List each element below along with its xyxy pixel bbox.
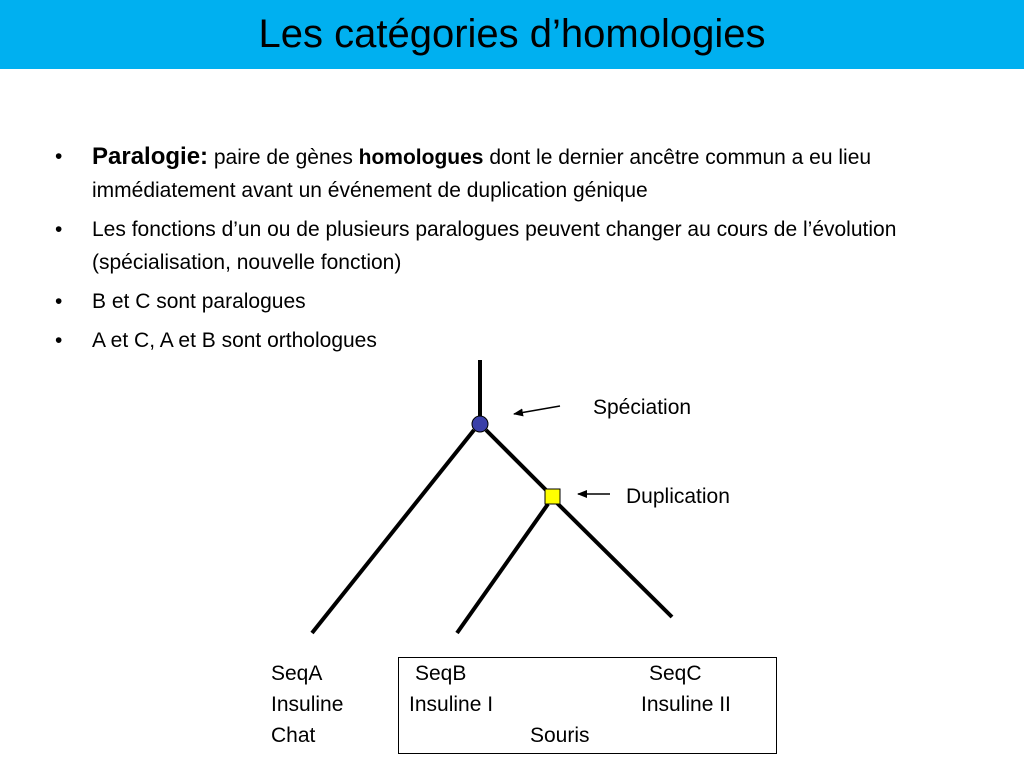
branch-to-seqb (457, 504, 548, 633)
bullet-text-part2: dont le dernier ancêtre commun a eu lieu immédiatement avant un événement de duplication génique (92, 146, 872, 202)
seqa-gene: Insuline (271, 693, 344, 716)
duplication-node (545, 489, 560, 504)
bullet-text-part1: paire de gènes (208, 146, 359, 169)
branch-to-seqa (312, 430, 474, 633)
speciation-label: Spéciation (593, 396, 692, 419)
term-colon: : (200, 143, 209, 170)
bullet-fonctions: • Les fonctions d’un ou de plusieurs paralogues peuvent changer au cours de l’évolution (spécialisation, nouvelle fonction) (55, 213, 975, 279)
branch-to-duplication (486, 430, 548, 492)
term-paralogie: Paralogie (92, 143, 201, 170)
slide-title: Les catégories d’homologies (258, 12, 766, 56)
seqc-gene: Insuline II (641, 693, 731, 716)
speciation-arrow (514, 406, 560, 414)
branch-to-seqc (557, 503, 672, 617)
duplication-label: Duplication (626, 485, 730, 508)
seqb-label: SeqB (415, 662, 467, 685)
seqb-gene: Insuline I (409, 693, 494, 716)
seqa-label: SeqA (271, 662, 323, 685)
bullet-b-c-paralogues: • B et C sont paralogues (55, 285, 975, 318)
seqc-label: SeqC (649, 662, 702, 685)
bc-species: Souris (530, 724, 590, 747)
bullet-orthologues: • A et C, A et B sont orthologues (55, 324, 975, 357)
seqa-species: Chat (271, 724, 316, 747)
bold-homologues: homologues (358, 146, 484, 169)
speciation-node (472, 416, 488, 432)
